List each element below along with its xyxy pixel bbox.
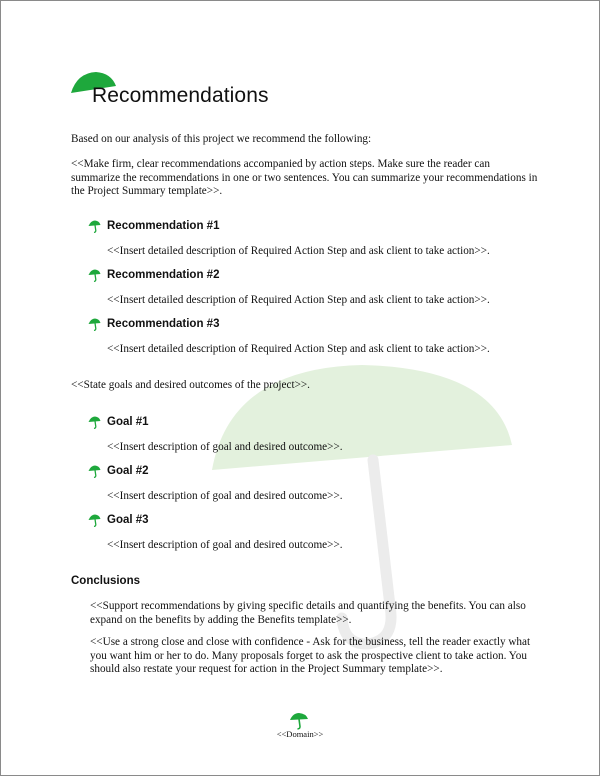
conclusions-heading: Conclusions <box>71 575 141 587</box>
umbrella-bullet-icon <box>88 465 101 478</box>
recommendation-description: <<Insert detailed description of Required Action Step and ask client to take action>>. <box>107 245 490 257</box>
umbrella-bullet-icon <box>88 269 101 282</box>
goal-heading: Goal #1 <box>107 416 149 428</box>
recommendation-heading: Recommendation #1 <box>107 220 220 232</box>
recommendation-heading: Recommendation #3 <box>107 318 220 330</box>
conclusions-paragraph: <<Support recommendations by giving specific details and quantifying the benefits. You can also expand on the benefits by adding the Benefits template>>. <box>90 600 526 626</box>
goals-intro: <<State goals and desired outcomes of the project>>. <box>71 379 310 391</box>
umbrella-bullet-icon <box>88 220 101 233</box>
umbrella-bullet-icon <box>88 318 101 331</box>
goal-description: <<Insert description of goal and desired outcome>>. <box>107 490 343 502</box>
goal-description: <<Insert description of goal and desired outcome>>. <box>107 539 343 551</box>
goal-heading: Goal #2 <box>107 465 149 477</box>
footer-domain: <<Domain>> <box>276 729 324 739</box>
recommendation-description: <<Insert detailed description of Required Action Step and ask client to take action>>. <box>107 343 490 355</box>
recommendation-description: <<Insert detailed description of Required Action Step and ask client to take action>>. <box>107 294 490 306</box>
intro-text: Based on our analysis of this project we recommend the following: <box>71 133 372 145</box>
umbrella-icon <box>289 712 309 730</box>
umbrella-bullet-icon <box>88 514 101 527</box>
recommendation-heading: Recommendation #2 <box>107 269 220 281</box>
goal-description: <<Insert description of goal and desired outcome>>. <box>107 441 343 453</box>
intro-instructions: <<Make firm, clear recommendations accompanied by action steps. Make sure the reader can summarize the recommendations in one or two sentences. You can summarize your recommendations in the Project Summary template>>. <box>71 158 538 198</box>
umbrella-bullet-icon <box>88 416 101 429</box>
goal-heading: Goal #3 <box>107 514 149 526</box>
page-title: Recommendations <box>92 84 269 107</box>
conclusions-paragraph: <<Use a strong close and close with confidence - Ask for the business, tell the reader exactly what you want him or her to do. Many proposals forget to ask the prospective client to take action. You should also restate your request for action in the Project Summary template>>. <box>90 636 531 676</box>
